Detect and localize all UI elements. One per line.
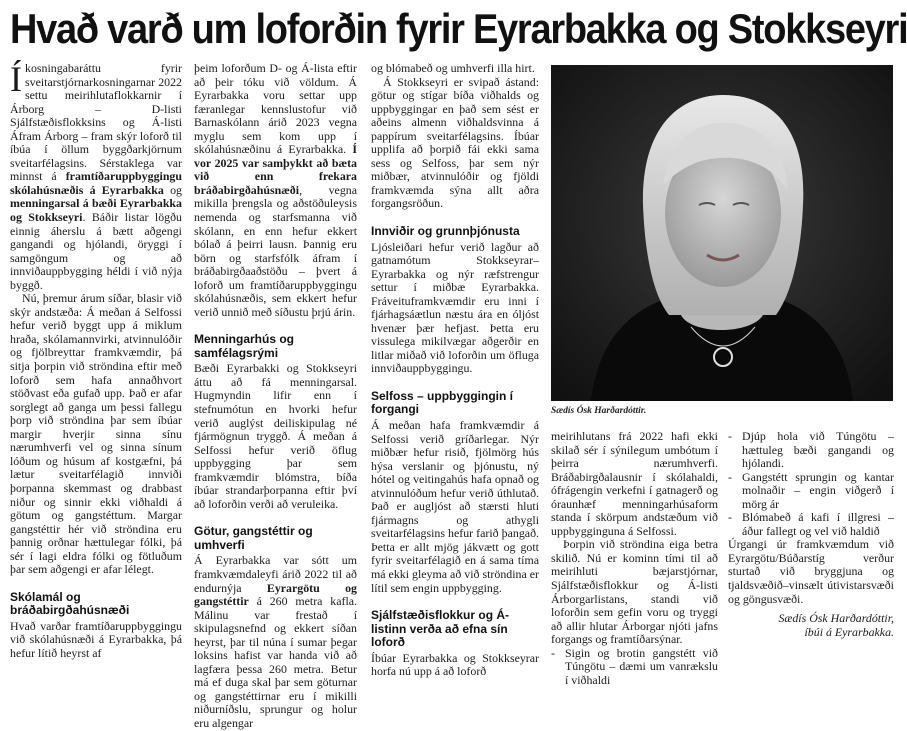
article-column-1 (10, 59, 182, 707)
portrait-illustration (551, 65, 893, 401)
paragraph: Hvað varðar framtíðaruppbyggingu við skólahúsnæði á Eyrarbakka, þá hefur lítið heyrst af (10, 618, 182, 660)
article-column-5 (728, 430, 894, 707)
list-item: - Gangstétt sprungin og kantar molnaðir – engin viðgerð í mörg ár (728, 471, 894, 512)
paragraph: Á meðan hafa framkvæmdir á Selfossi verið gríðarlegar. Nýr miðbær hefur risið, fjölmörg hús hýsa verslanir og þjónustu, ný hótel og veitingahús hafa opnað og atvinnulóðum hefur verið úthlutað. Það er augljóst að stærsti hluti fjármagns og athygli sveitarfélagsins hefur farið þangað. Þetta er allt mjög jákvætt og gott fyrir sveitarfélagið en á sama tíma má ekki gleyma að við ströndina er lítil sem engin uppbygging. (371, 417, 539, 595)
paragraph: þeim loforðum D- og Á-lista eftir að þeir tóku við völdum. Á Eyrarbakka voru settar upp færanlegar kennslustofur við Barnaskólann árið 2023 vegna myglu sem kom upp í skólahúsnæðinu á Eyrarbakka. Í vor 2025 var samþykkt að bæta við enn frekara bráðabirgðahúsnæði, vegna mikilla þrengsla og aðstöðuleysis nemenda og starfsmanna við skólann, en enn hefur ekkert bólað á þeirri lausn. Þannig eru börn og starfsfólk áfram í bráðabirgðaaðstöðu – þvert á loforð um framtíðaruppbyggingu skólahúsnæðis, sem ekkert hefur verið unnið með síðustu þrjú árin. (194, 61, 357, 319)
paragraph: meirihlutans frá 2022 hafi ekki skilað sér í sýnilegum umbótum í þeirra nærumhverfi. Bráðabirgðalausnir í skólahaldi, ófrágengin verkefni í gatnagerð og óraunhæf menningarhúsaform standa í skörpum andstæðum við uppbygginguna á Selfossi. (551, 429, 718, 538)
list-item: - Blómabeð á kafi í illgresi – áður fallegt og vel við haldið (728, 511, 894, 538)
drop-cap: Í (10, 59, 22, 99)
subheading-culture: Menningarhús og samfélagsrými (194, 332, 294, 360)
lead-paragraph (10, 59, 182, 292)
paragraph: Á Stokkseyri er svipað ástand: götur og stígar bíða viðhalds og uppbyggingar en það sem sést er aðeins almenn viðhaldsvinna á pappírum sveitarfélagsins. Íbúar upplifa að þorpið fái ekki sama sess og Selfoss, þar sem nýr miðbær, atvinnulóðir og fjöldi framkvæmda sýna allt aðra forgangsröðun. (371, 74, 539, 211)
subheading-school: Skólamál og bráðabirgðahúsnæði (10, 589, 130, 618)
paragraph: Íbúar Eyrarbakka og Stokkseyrar horfa nú upp á að loforð (371, 650, 539, 679)
article-headline: Hvað varð um loforðin fyrir Eyrarbakka og Stokkseyri (10, 5, 907, 52)
subheading-streets: Götur, gangstéttir og umhverfi (194, 524, 313, 552)
paragraph: Úrgangi úr framkvæmdum við Eyrargötu/Búðarstíg verður sturtað við bryggjuna og tjaldsvæðið–vinsælt útivistarsvæði og göngusvæði. (728, 537, 894, 606)
damage-list (551, 647, 718, 688)
paragraph: Nú, þremur árum síðar, blasir við skýr andstæða: Á meðan á Selfossi hefur verið byggt upp á miklum hraða, skólamannvirki, atvinnulóðir og fjölbreyttar framkvæmdir, þá sitja þorpin við ströndina eftir með loforð sem hafa annaðhvort stöðvast eða gufað upp. Það er afar sorglegt að ganga um þessi fallegu þorp við ströndina þar sem íbúar margir hverjir sinna sínu nærumhverfi vel og sinna sínum lóðum og húsum af kostgæfni, þá lætur sveitarfélagið innviði þorpanna skemmast og drabbast niður og sinnir ekki viðhaldi á götum og gangstéttum. Margar gangstéttir hér við ströndina eru þannig orðnar hættulegar fólki, þá sér í lagi eldra fólki og fötluðum þar sem aðgengi er afar lélegt. (10, 291, 182, 577)
subheading-infrastructure: Innviðir og grunnþjónusta (371, 224, 520, 239)
author-signature (728, 612, 894, 639)
paragraph: og blómabeð og umhverfi illa hirt. (371, 61, 535, 75)
list-item: - Sigin og brotin gangstétt við Túngötu – dæmi um vanrækslu í viðhaldi (551, 647, 718, 688)
paragraph: Þorpin við ströndina eiga betra skilið. Nú er kominn tími til að meirihluti bæjarstjórnar, Sjálfstæðisflokkur og Á-listi Árborgarlistans, standi við loforðin sem gefin voru og tryggi að allir hlutar Árborgar njóti jafns forgangs og framtíðarsýnar. (551, 537, 718, 647)
photo-caption: Sædís Ósk Harðardóttir. (551, 406, 647, 416)
list-item: - Djúp hola við Túngötu – hættuleg bæði gangandi og hjólandi. (728, 430, 894, 471)
subheading-selfoss: Selfoss – uppbyggingin í forgangi (371, 388, 514, 417)
lead-paragraph-text: kosningabaráttu fyrir sveitarstjórnarkosningarnar 2022 settu meirihlutaflokkarnir í Árborg – D-listi Sjálfstæðisflokksins og Á-listi Áfram Árborg – fram skýr loforð til íbúa í öllum byggðarkjörnum sveitarfélagsins. Sérstaklega var minnst á framtíðaruppbyggingu skólahúsnæðis á Eyrarbakka og menningarsal á bæði Eyrarbakka og Stokkseyri. Báðir listar lögðu einnig áherslu á bætt aðgengi gangandi og hjólandi, öryggi í samgöngum og að innviðauppbygging héldi í við nýja byggð. (10, 61, 182, 292)
author-photo (551, 65, 893, 401)
paragraph: Ljósleiðari hefur verið lagður að gatnamótum Stokkseyrar–Eyrarbakka og nýr ræfstrengur settur í miðbæ Eyrarbakka. Fráveituframkvæmdir eru inni í fjárhagsáætlun næstu ára en óljóst hvenær þær hefjast. Þetta eru vissulega mikilvægar aðgerðir en litlar miðað við loforðin um öfluga innviðauppbyggingu. (371, 239, 539, 376)
paragraph: Á Eyrarbakka var sótt um framkvæmdaleyfi árið 2022 til að endurnýja Eyrargötu og gangstéttir á 260 metra kafla. Málinu var frestað í skipulagsnefnd og ekkert síðan heyrst, þar til núna í sumar þegar loksins hafist var handa við að lagfæra þessa 260 metra. Betur má ef duga skal þar sem göturnar og gangstéttirnar eru í mikilli niðurníðslu, sprungur og holur eru algengar (194, 553, 357, 730)
article-column-3 (371, 62, 539, 707)
damage-list-continued (728, 430, 894, 538)
paragraph: Bæði Eyrarbakki og Stokkseyri áttu að fá menningarsal. Hugmyndin lifir enn í stefnumótun en hvorki hefur verið auglýst deiliskipulag né fjármögnun tryggð. Á meðan á Selfossi hefur verið öflug uppbygging þar sem framkvæmdir blómstra, bíða íbúar strandarþorpanna eftir því að loforðin verði að veruleika. (194, 361, 357, 511)
subheading-promises: Sjálfstæðisflokkur og Á-listinn verða að efna sín loforð (371, 608, 510, 650)
article-column-2 (194, 61, 357, 730)
article-column-4 (551, 430, 718, 707)
signature-name: Sædís Ósk Harðardóttir, (778, 611, 894, 626)
signature-place: íbúi á Eyrarbakka. (804, 624, 894, 639)
